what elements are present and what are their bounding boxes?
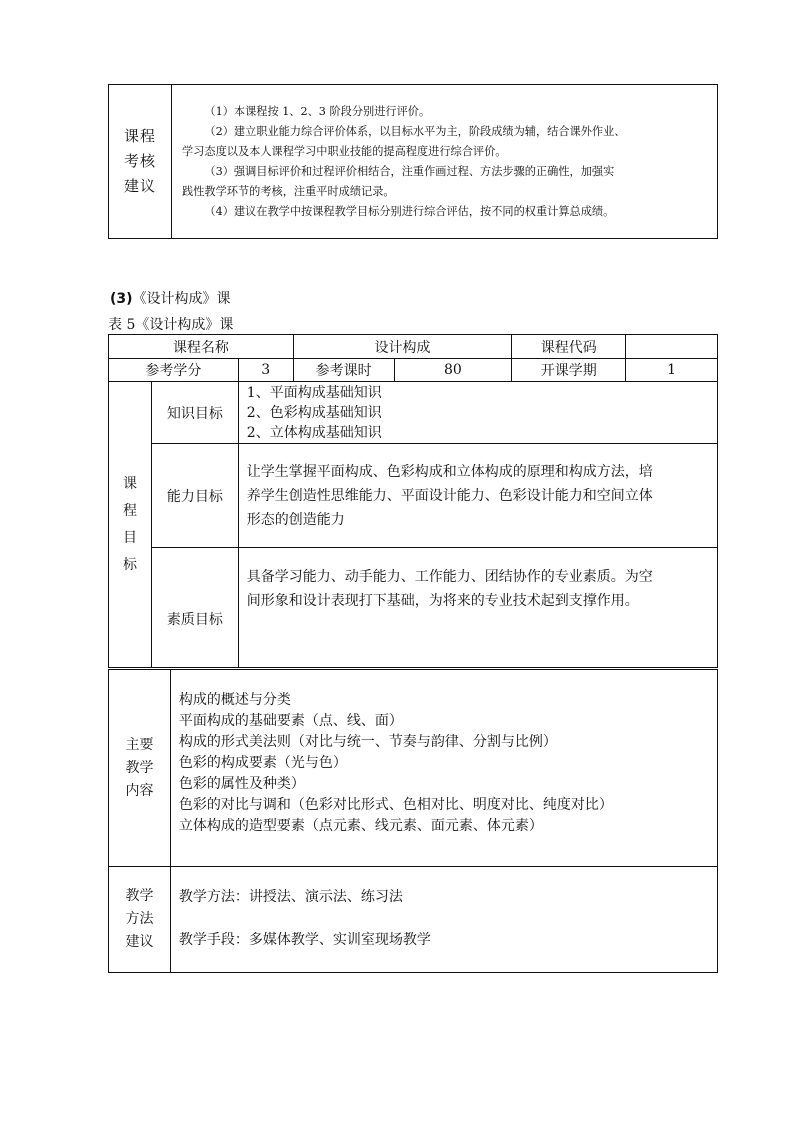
content-item: 色彩的对比与调和（色彩对比形式、色相对比、明度对比、纯度对比）: [178, 797, 613, 813]
content-item: 色彩的属性及种类）: [178, 776, 305, 792]
content-item: 构成的概述与分类: [178, 692, 291, 708]
method-content: [170, 867, 717, 973]
assessment-label-line: 考核: [123, 152, 156, 170]
method-label: [109, 867, 171, 973]
assessment-item: （4）建议在教学中按课程教学目标分别进行综合评估，按不同的权重计算总成绩。: [204, 204, 615, 218]
ability-line: 让学生掌握平面构成、色彩构成和立体构成的原理和构成方法，培: [246, 463, 653, 480]
section-title: 《设计构成》课: [132, 291, 231, 307]
content-label: [109, 670, 171, 867]
assessment-item-cont: 学习态度以及本人课程学习中职业技能的提高程度进行综合评价。: [182, 144, 507, 158]
objectives-label-char: 程: [122, 502, 137, 519]
quality-text: [238, 548, 717, 668]
content-item: 构成的形式美法则（对比与统一、节奏与韵律、分割与比例）: [178, 734, 557, 750]
content-label-line: 教学: [125, 759, 154, 776]
credit-value: 3: [238, 359, 293, 382]
course-content-table: [108, 669, 718, 973]
ability-label: 能力目标: [151, 444, 238, 548]
knowledge-items: [238, 382, 717, 444]
objectives-label-char: 课: [122, 475, 137, 492]
assessment-label-line: 课程: [123, 127, 156, 145]
knowledge-label: 知识目标: [151, 382, 238, 444]
section-number: (3): [110, 291, 133, 307]
ability-text: [238, 444, 717, 548]
content-item: 立体构成的造型要素（点元素、线元素、面元素、体元素）: [178, 818, 543, 834]
method-label-line: 方法: [125, 911, 154, 927]
quality-line: 具备学习能力、动手能力、工作能力、团结协作的专业素质。为空: [246, 569, 653, 585]
table-caption: 表 5《设计构成》课: [108, 317, 234, 333]
hours-label: 参考课时: [293, 359, 394, 382]
course-code-label: 课程代码: [512, 335, 626, 359]
section-heading: [110, 288, 231, 308]
content-item: 平面构成的基础要素（点、线、面）: [178, 713, 403, 729]
semester-value: 1: [626, 359, 718, 382]
content-label-line: 内容: [125, 782, 154, 799]
assessment-item: （3）强调目标评价和过程评价相结合，注重作画过程、方法步骤的正确性，加强实: [204, 164, 615, 178]
semester-label: 开课学期: [512, 359, 626, 382]
content-label-line: 主要: [125, 736, 154, 753]
credit-label: 参考学分: [109, 359, 239, 382]
ability-line: 养学生创造性思维能力、平面设计能力、色彩设计能力和空间立体: [246, 487, 653, 504]
objectives-label-char: 标: [122, 556, 137, 573]
ability-line: 形态的创造能力: [246, 511, 345, 528]
knowledge-item: 2、立体构成基础知识: [246, 424, 382, 441]
assessment-label: [109, 85, 172, 239]
course-table: [108, 334, 718, 668]
quality-line: 间形象和设计表现打下基础，为将来的专业技术起到支撑作用。: [246, 593, 639, 609]
objectives-label: [109, 382, 152, 668]
assessment-content: [172, 85, 718, 239]
course-name-label: 课程名称: [109, 335, 294, 359]
content-item: 色彩的构成要素（光与色）: [178, 755, 347, 771]
method-label-line: 教学: [125, 888, 154, 904]
knowledge-item: 2、色彩构成基础知识: [246, 404, 382, 421]
course-code-value: [626, 335, 718, 359]
assessment-item-cont: 践性教学环节的考核，注重平时成绩记录。: [182, 184, 395, 198]
objectives-label-char: 目: [122, 529, 137, 546]
quality-label: 素质目标: [151, 548, 238, 668]
assessment-item: （1）本课程按 1、2、3 阶段分别进行评价。: [204, 104, 431, 118]
assessment-item: （2）建立职业能力综合评价体系，以目标水平为主，阶段成绩为辅，结合课外作业、: [204, 124, 626, 138]
content-items: [170, 670, 717, 867]
assessment-label-line: 建议: [123, 177, 156, 195]
method-text: 教学方法：讲授法、演示法、练习法: [178, 889, 403, 905]
assessment-table: [108, 84, 718, 239]
knowledge-item: 1、平面构成基础知识: [246, 384, 382, 401]
course-name-value: 设计构成: [293, 335, 512, 359]
hours-value: 80: [394, 359, 512, 382]
method-label-line: 建议: [125, 934, 154, 950]
means-text: 教学手段：多媒体教学、实训室现场教学: [178, 932, 431, 948]
